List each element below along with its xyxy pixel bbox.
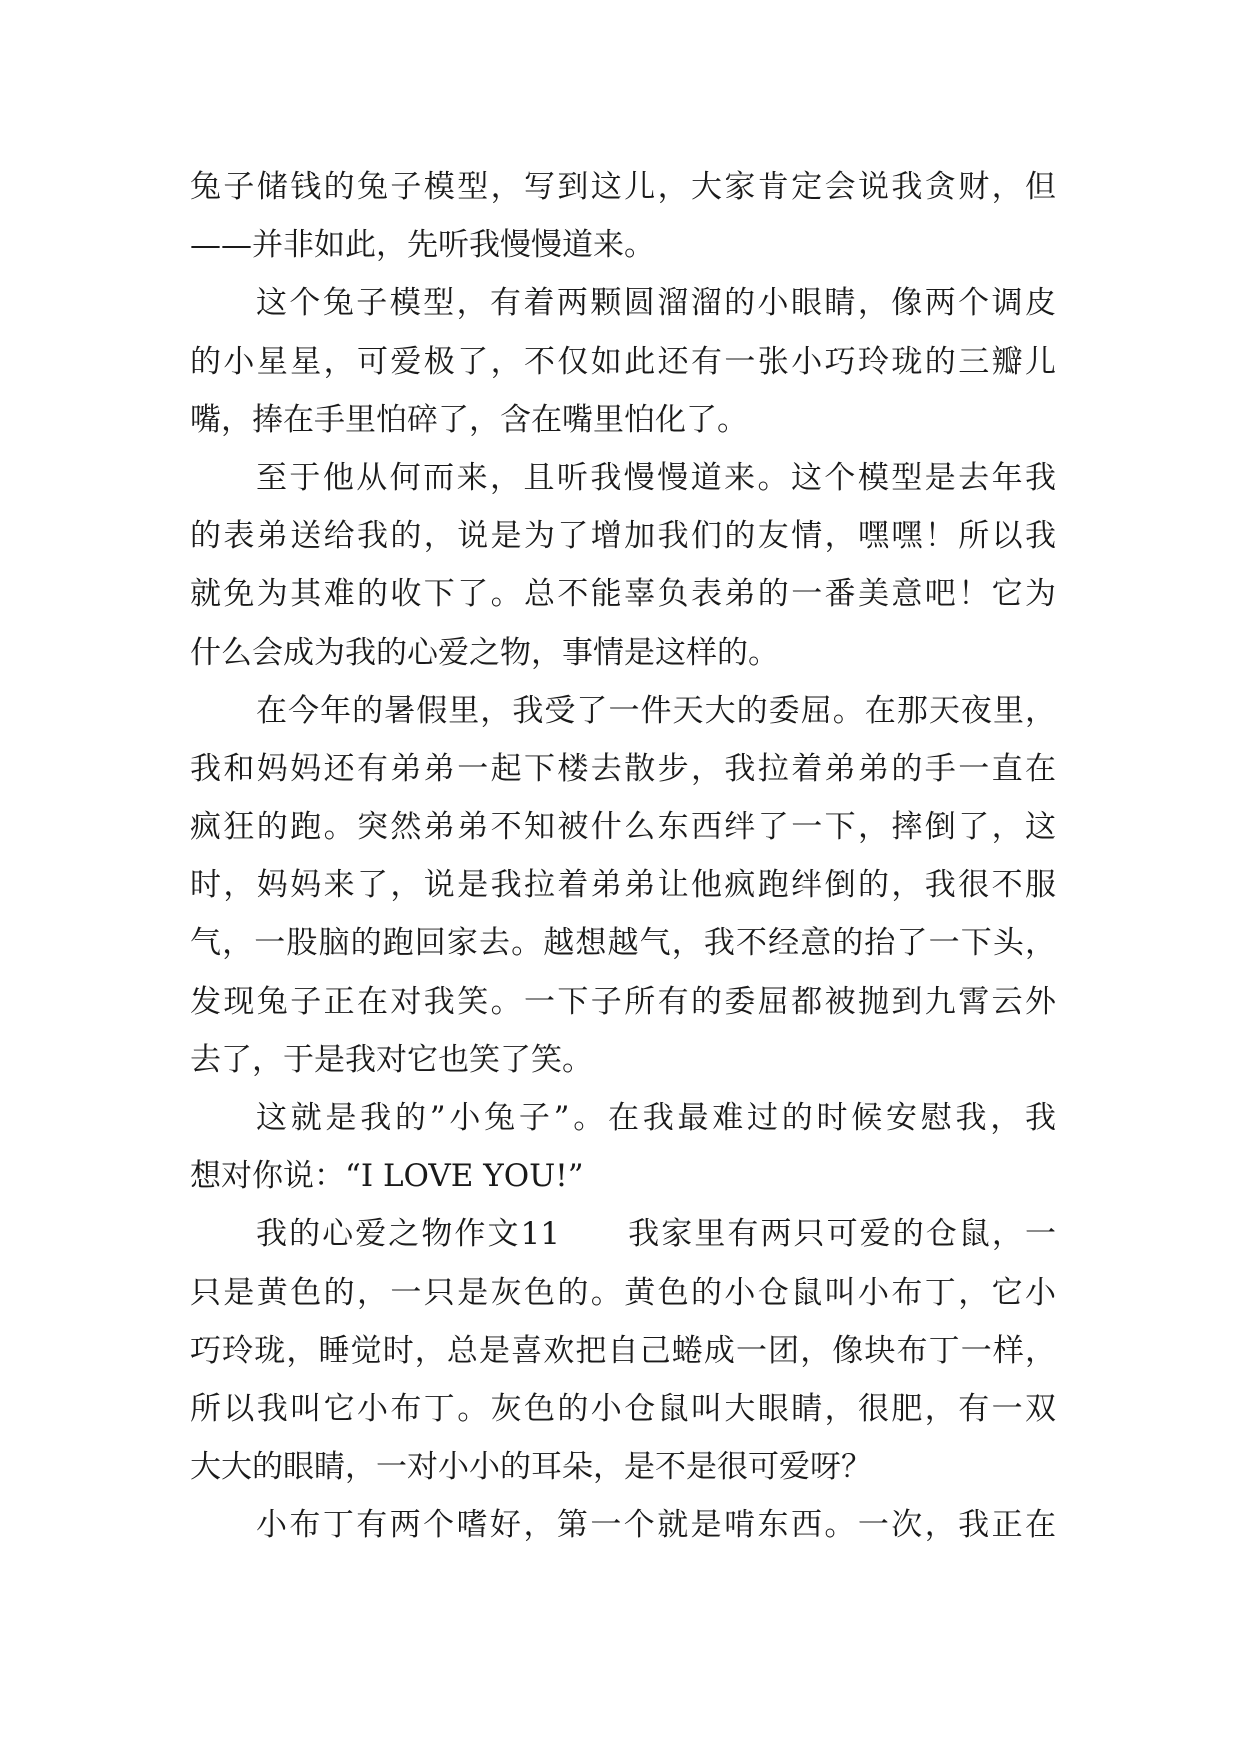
text-line: 去了，于是我对它也笑了笑。 (190, 1041, 593, 1078)
text-line: 巧玲珑，睡觉时，总是喜欢把自己蜷成一团，像块布丁一样， (190, 1332, 1056, 1369)
text-line: ——并非如此，先听我慢慢道来。 (190, 227, 655, 264)
text-line: 就免为其难的收下了。总不能辜负表弟的一番美意吧！它为 (190, 576, 1056, 613)
text-line: 的小星星，可爱极了，不仅如此还有一张小巧玲珑的三瓣儿 (190, 343, 1056, 380)
text-line: 在今年的暑假里，我受了一件天大的委屈。在那天夜里， (256, 692, 1056, 729)
text-line: 这就是我的”小兔子”。在我最难过的时候安慰我，我 (256, 1100, 1056, 1136)
text-line: 至于他从何而来，且听我慢慢道来。这个模型是去年我 (256, 459, 1056, 496)
text-line: 兔子储钱的兔子模型，写到这儿，大家肯定会说我贪财，但 (190, 169, 1056, 205)
text-line: 时，妈妈来了，说是我拉着弟弟让他疯跑绊倒的，我很不服 (190, 867, 1056, 904)
text-line: 我的心爱之物作文11 我家里有两只可爱的仓鼠，一 (256, 1216, 1056, 1253)
text-line: 我和妈妈还有弟弟一起下楼去散步，我拉着弟弟的手一直在 (190, 750, 1056, 787)
text-line: 小布丁有两个嗜好，第一个就是啃东西。一次，我正在 (256, 1507, 1056, 1544)
text-line: 所以我叫它小布丁。灰色的小仓鼠叫大眼睛，很肥，有一双 (190, 1390, 1056, 1427)
text-line: 想对你说：“I LOVE YOU!” (190, 1158, 584, 1195)
text-line: 什么会成为我的心爱之物，事情是这样的。 (190, 634, 779, 671)
text-line: 气，一股脑的跑回家去。越想越气，我不经意的抬了一下头， (190, 925, 1056, 962)
body-text (190, 158, 1056, 1555)
text-line: 的表弟送给我的，说是为了增加我们的友情，嘿嘿！所以我 (190, 518, 1056, 555)
text-line: 疯狂的跑。突然弟弟不知被什么东西绊了一下，摔倒了，这 (190, 809, 1056, 846)
text-line: 只是黄色的，一只是灰色的。黄色的小仓鼠叫小布丁，它小 (190, 1274, 1056, 1311)
text-line: 发现兔子正在对我笑。一下子所有的委屈都被抛到九霄云外 (190, 983, 1056, 1020)
text-line: 嘴，捧在手里怕碎了，含在嘴里怕化了。 (190, 401, 748, 438)
text-line: 大大的眼睛，一对小小的耳朵，是不是很可爱呀？ (190, 1449, 872, 1486)
text-line: 这个兔子模型，有着两颗圆溜溜的小眼睛，像两个调皮 (256, 285, 1056, 322)
